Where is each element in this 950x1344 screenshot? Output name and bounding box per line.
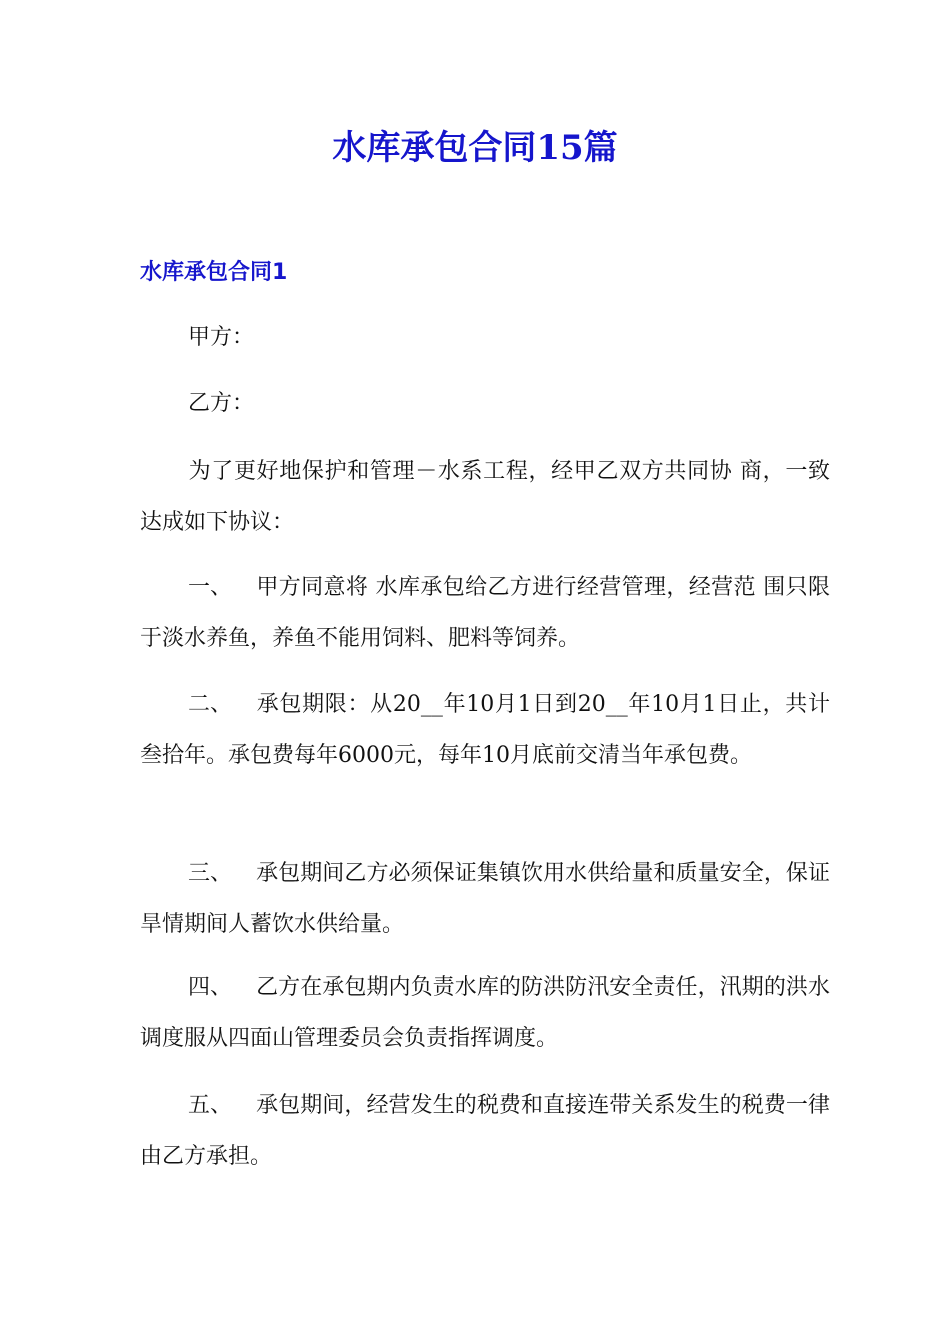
party-a-line — [140, 312, 830, 363]
clause-text: 承包期间，经营发生的税费和直接连带关系发生的税费一律由乙方承担。 — [140, 1093, 830, 1169]
party-b-line — [140, 378, 830, 429]
clause-text: 甲方同意将 水库承包给乙方进行经营管理，经营范 围只限于淡水养鱼，养鱼不能用饲料、肥料等饲养。 — [140, 575, 830, 651]
clause-4 — [140, 962, 830, 1064]
clause-number: 二、 — [188, 692, 233, 717]
clause-number: 五、 — [188, 1093, 233, 1118]
clause-number: 三、 — [188, 861, 233, 886]
clause-number: 四、 — [188, 975, 233, 1000]
clause-text: 乙方在承包期内负责水库的防洪防汛安全责任，汛期的洪水调度服从四面山管理委员会负责指挥调度。 — [140, 975, 830, 1051]
clause-5 — [140, 1080, 830, 1182]
section-heading: 水库承包合同1 — [140, 260, 288, 285]
clause-2 — [140, 679, 830, 781]
clause-number: 一、 — [188, 575, 233, 600]
clause-1 — [140, 562, 830, 664]
party-b-label: 乙方： — [188, 391, 255, 416]
clause-text: 承包期限：从20__年10月1日到20__年10月1日止，共计叁拾年。承包费每年6000元，每年10月底前交清当年承包费。 — [140, 692, 830, 768]
document-title: 水库承包合同15篇 — [332, 128, 618, 168]
clause-text: 承包期间乙方必须保证集镇饮用水供给量和质量安全，保证旱情期间人蓄饮水供给量。 — [140, 861, 830, 937]
intro-paragraph — [140, 446, 830, 548]
intro-text: 为了更好地保护和管理－水系工程，经甲乙双方共同协 商，一致达成如下协议： — [140, 459, 830, 535]
clause-3 — [140, 848, 830, 950]
party-a-label: 甲方： — [188, 325, 255, 350]
